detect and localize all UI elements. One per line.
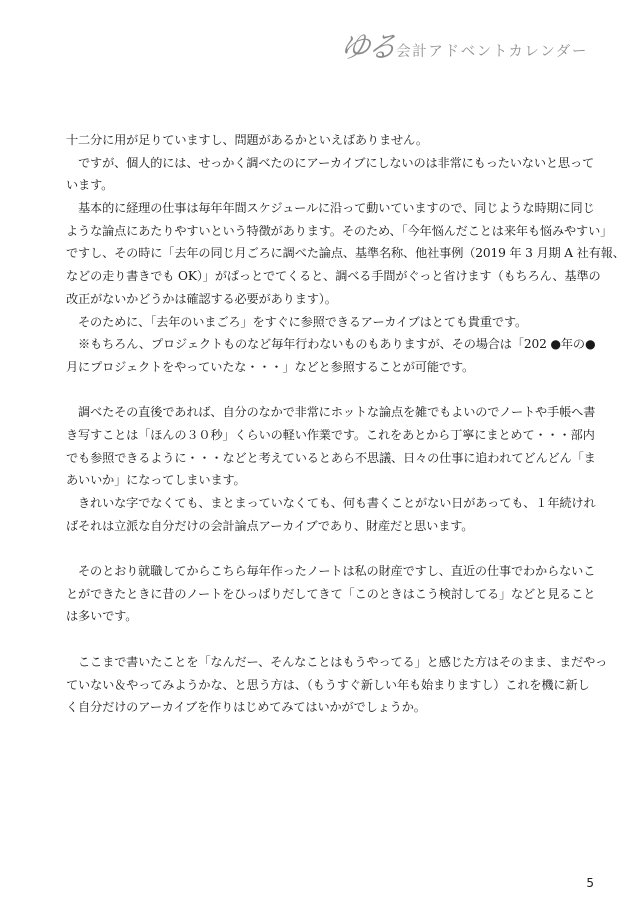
paragraph-gap [66,628,590,651]
text-line: ていない＆やってみようかな、と思う方は、（もうすぐ新しい年も始まりますし）これを機に新し [66,677,590,692]
text-line: などの走り書きでも OK）」がぱっとでてくると、調べる手間がぐっと省けます（もちろん、基準の [66,269,601,284]
logo: ゆる [337,30,398,65]
header-title: 会計アドベントカレンダー [396,44,588,60]
text-line: とができたときに昔のノートをひっぱりだしてきて「このときはこう検討してる」などと見ること [66,586,596,601]
page-number: 5 [586,876,594,890]
text-line: きれいな字でなくても、まとまっていなくても、何も書くことがない日があっても、１年続けれ [78,496,596,510]
text-line: でも参照できるように・・・などと考えているとあら不思議、日々の仕事に追われてどんどん「ま [66,450,596,465]
text-line: そのために、「去年のいまごろ」をすぐに参照できるアーカイブはとても貴重です。 [78,314,528,329]
text-line: ※もちろん、プロジェクトものなど毎年行わないものもありますが、その場合は「202 ●年の● [78,337,596,352]
text-line: 月にプロジェクトをやっていたな・・・」などと参照することが可能です。 [66,359,475,374]
body-text [66,129,625,719]
text-line: 十二分に用が足りていますし、問題があるかといえばありません。 [66,133,428,147]
text-line: 調べたその直後であれば、自分のなかで非常にホットな論点を雑でもよいのでノートや手帳へ書 [78,405,596,420]
text-line: います。 [66,178,114,193]
text-line: 基本的に経理の仕事は毎年年間スケジュールに沿って動いていますので、同じような時期に同じ [78,201,595,216]
paragraph-gap [66,379,590,402]
text-line: く自分だけのアーカイブを作りはじめてみてはいかがでしょうか。 [66,700,426,715]
text-line: き写すことは「ほんの３０秒」くらいの軽い作業です。これをあとから丁寧にまとめて・・・部内 [66,427,595,442]
text-line: そのとおり就職してからこちら毎年作ったノートは私の財産ですし、直近の仕事でわからないこ [78,564,596,579]
text-line: 改正がないかどうかは確認する必要があります）。 [66,291,337,306]
text-line: ですが、個人的には、せっかく調べたのにアーカイブにしないのは非常にもったいないと思って [78,155,595,170]
text-line: ような論点にあたりやすいという特徴があります。そのため、「今年悩んだことは来年も悩みやすい」 [66,223,613,238]
text-line: は多いです。 [66,609,138,624]
text-line: ですし、その時に「去年の同じ月ごろに調べた論点、基準名称、他社事例（2019 年 3 月期 A 社有報、 [66,246,625,261]
header [337,22,588,66]
text-line: あいいか」になってしまいます。 [66,473,246,488]
paragraph-gap [66,537,590,560]
text-line: ばそれは立派な自分だけの会計論点アーカイブであり、財産だと思います。 [66,518,474,533]
text-line: ここまで書いたことを「なんだー、そんなことはもうやってる」と感じた方はそのまま、まだやっ [78,654,608,669]
